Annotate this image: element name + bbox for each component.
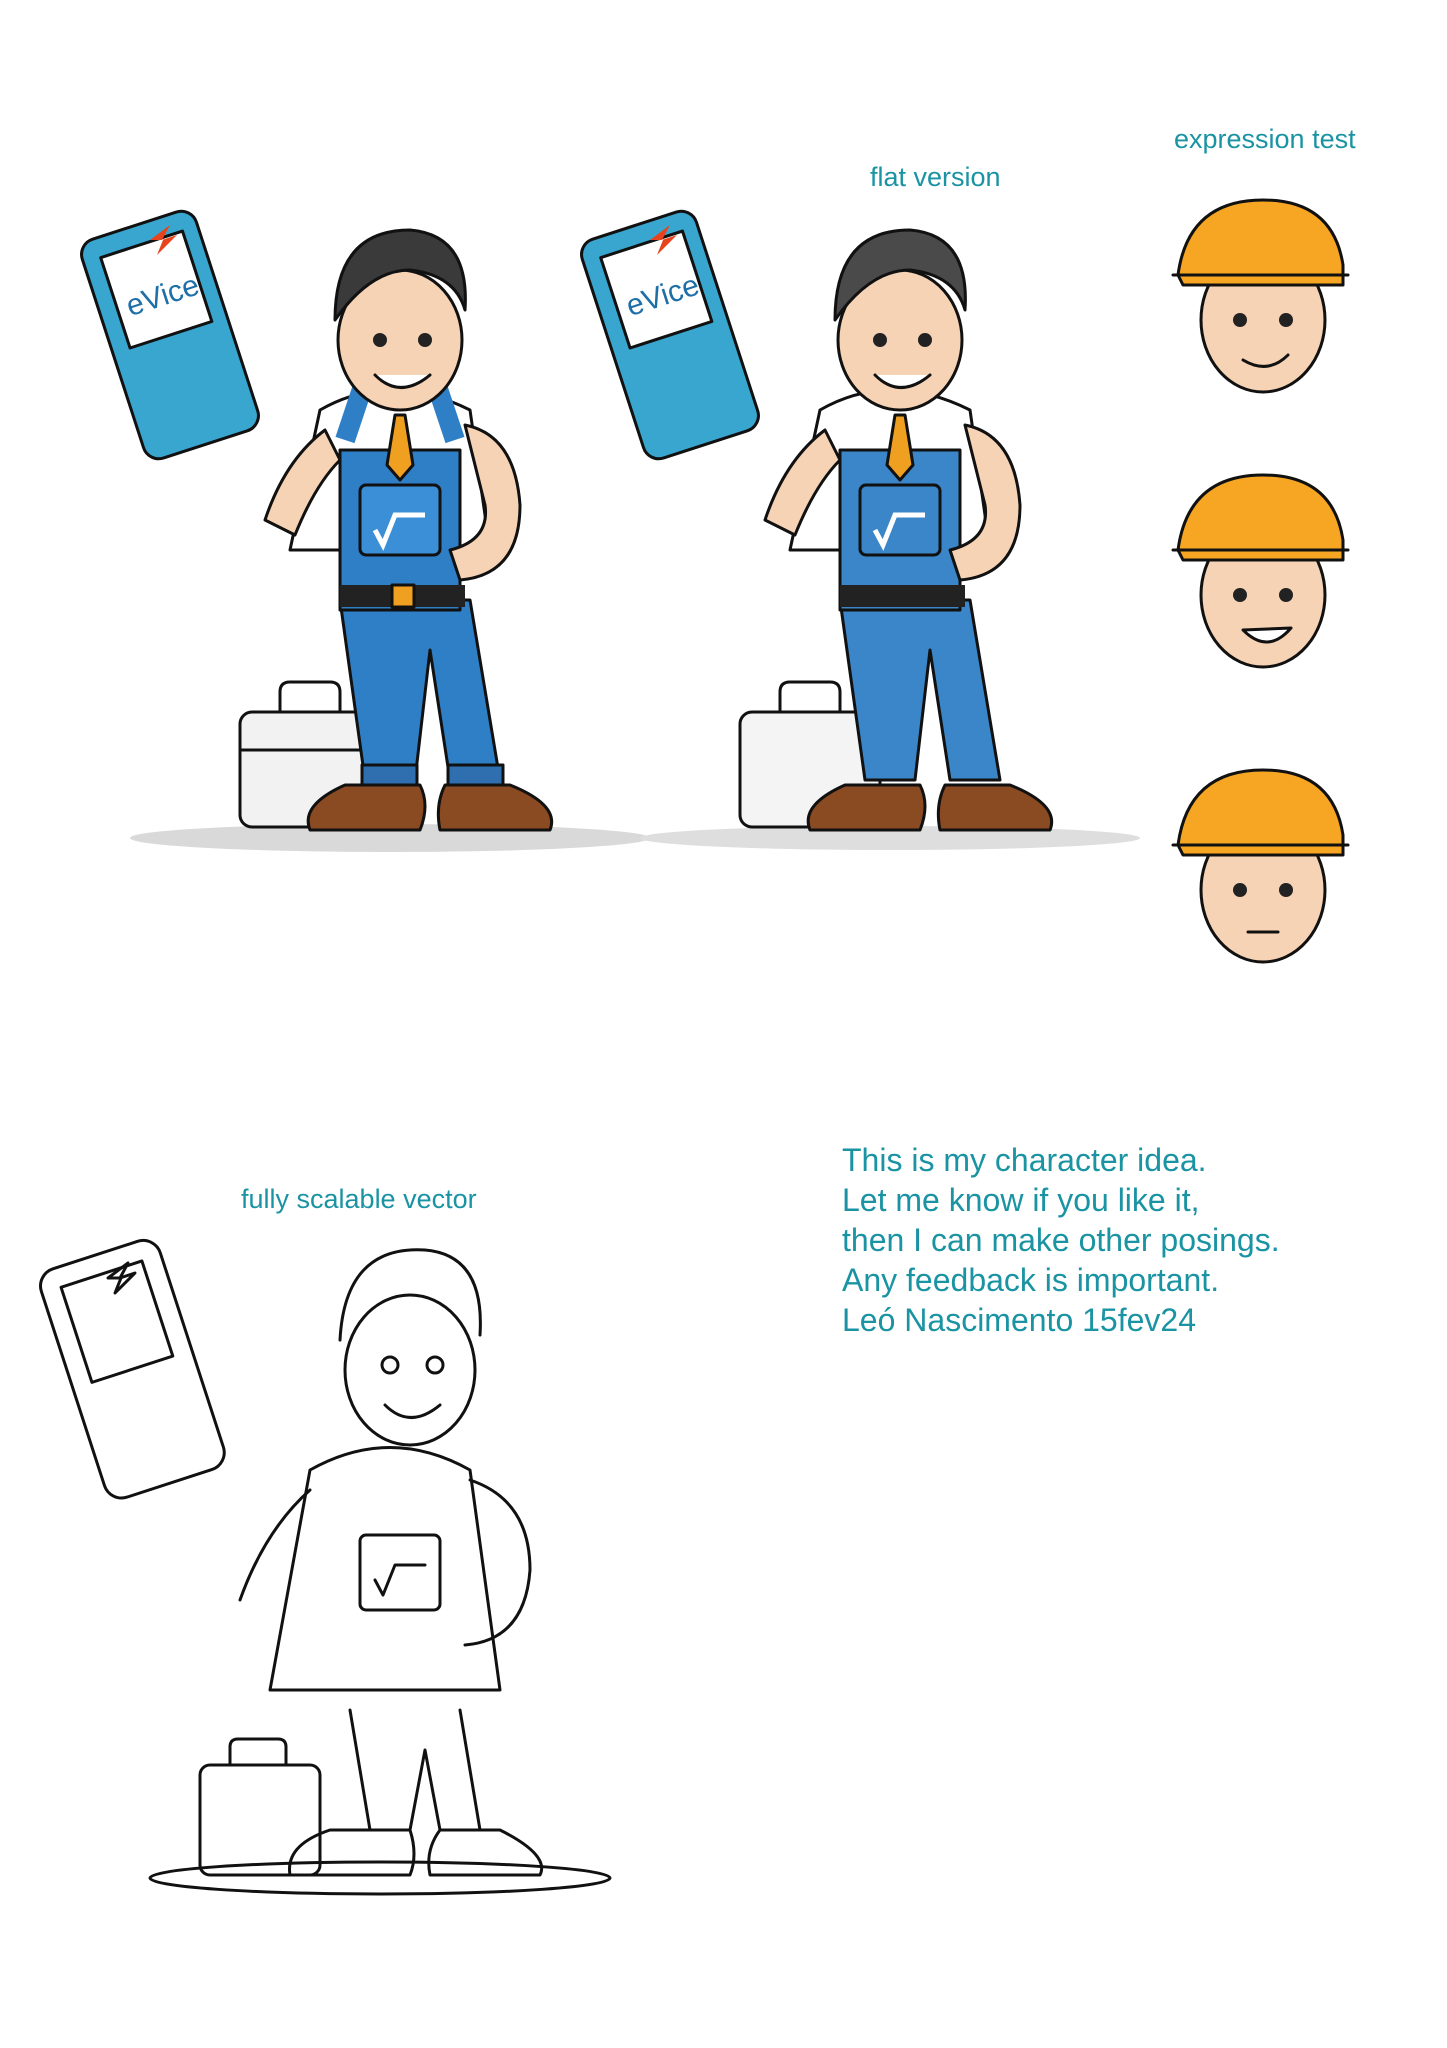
fully-scalable-vector-label: fully scalable vector: [241, 1184, 477, 1214]
mascot-line-art-illustration: [80, 1230, 640, 1900]
expression-head-smile: [1168, 195, 1353, 415]
note-signature: Leó Nascimento 15fev24: [842, 1302, 1196, 1338]
evice-logo-text: eVice: [122, 268, 204, 324]
expression-head-grin: [1168, 465, 1353, 695]
expression-test-label: expression test: [1174, 124, 1356, 154]
mascot-flat-illustration: [622, 210, 1160, 860]
note-line: This is my character idea.: [842, 1142, 1207, 1178]
note-line: Let me know if you like it,: [842, 1182, 1200, 1218]
note-line: Any feedback is important.: [842, 1262, 1220, 1298]
expression-head-serious: [1168, 760, 1353, 990]
flat-version-label: flat version: [870, 162, 1001, 192]
mascot-shaded-illustration: [122, 210, 660, 860]
evice-device: [77, 207, 262, 463]
evice-logo-text: eVice: [622, 268, 704, 324]
note-line: then I can make other posings.: [842, 1222, 1280, 1258]
character-note: [842, 1140, 1280, 1340]
